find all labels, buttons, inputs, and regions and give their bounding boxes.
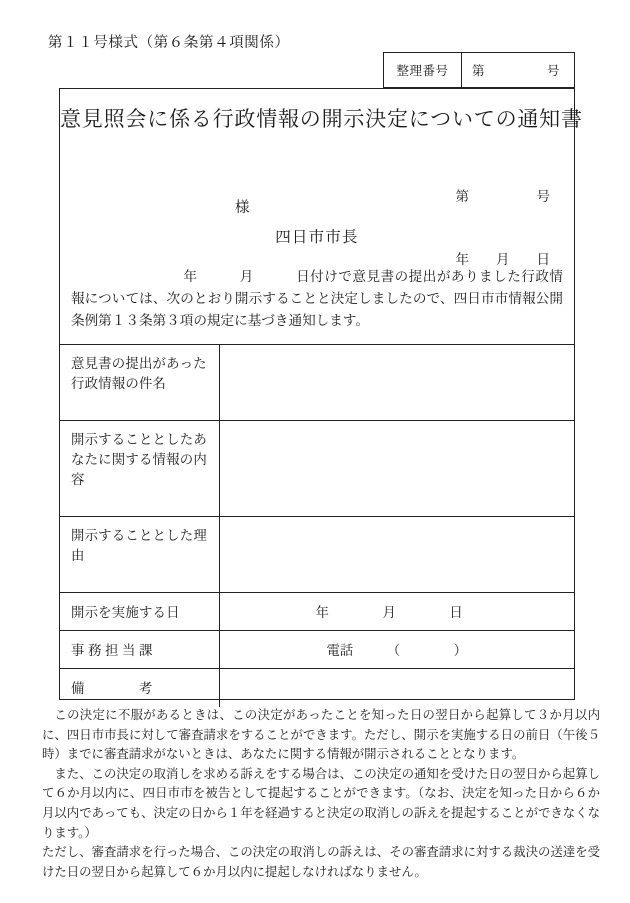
footer-notes <box>42 706 600 882</box>
row-value-remarks[interactable] <box>219 669 574 707</box>
value-text <box>220 345 575 362</box>
table-row <box>60 593 574 631</box>
document-number[interactable]: 第 号 <box>455 188 550 204</box>
value-text: 年 月 日 <box>315 605 463 620</box>
label-text: 開示を実施する日 <box>71 605 180 620</box>
label-text: 備 考 <box>71 681 156 697</box>
form-number-label: 第１１号様式（第６条第４項関係） <box>48 35 290 51</box>
row-value-disclosed-info[interactable] <box>219 421 574 517</box>
row-label-disclosure-date <box>60 593 219 631</box>
value-text <box>220 669 575 686</box>
page-title: 意見照会に係る行政情報の開示決定についての通知書 <box>60 107 583 131</box>
label-text: 開示することとした理由 <box>71 528 207 563</box>
detail-table <box>60 344 574 707</box>
row-value-subject-name[interactable] <box>219 345 574 421</box>
row-label-remarks <box>60 669 219 707</box>
table-row <box>60 517 574 593</box>
document-date[interactable]: 年 月 日 <box>455 251 550 267</box>
body-main-text: 日付けで意見書の提出がありました行政情報については、次のとおり開示することと決定しましたので、四日市市情報公開条例第１３条第３項の規定に基づき通知します。 <box>71 269 564 329</box>
addressee-line[interactable]: 様 <box>235 200 250 216</box>
row-label-disclosed-info <box>60 421 219 517</box>
row-value-reason[interactable] <box>219 517 574 593</box>
label-text: 事務担当課 <box>71 643 156 658</box>
row-value-department[interactable] <box>219 631 574 669</box>
row-value-disclosure-date[interactable] <box>219 593 574 631</box>
value-text <box>220 517 575 534</box>
reference-number-field[interactable]: 第 号 <box>472 64 560 78</box>
value-text: 電話 （ ） <box>326 643 468 658</box>
body-date-blank[interactable]: 年 月 <box>183 269 297 284</box>
row-label-subject-name <box>60 345 219 421</box>
row-label-department <box>60 631 219 669</box>
reference-number-box <box>383 52 575 88</box>
note-paragraph-1: この決定に不服があるときは、この決定があったことを知った日の翌日から起算して３か月以内に、四日市市長に対して審査請求をすることができます。ただし、開示を実施する日の前日（午後５時）までに審査請求がないときは、あなたに関する情報が開示されることとなります。 <box>42 708 600 762</box>
row-label-reason <box>60 517 219 593</box>
table-row <box>60 669 574 707</box>
table-row <box>60 631 574 669</box>
note-paragraph-3: ただし、審査請求を行った場合、この決定の取消しの訴えは、その審査請求に対する裁決の送達を受けた日の翌日から起算して６か月以内に提起しなければなりません。 <box>42 845 600 879</box>
reference-number-label: 整理番号 <box>384 53 462 87</box>
body-paragraph <box>71 266 563 332</box>
value-text <box>220 421 575 438</box>
label-text: 意見書の提出があった行政情報の件名 <box>71 356 207 391</box>
label-text: 開示することとしたあなたに関する情報の内容 <box>71 432 207 487</box>
note-paragraph-2: また、この決定の取消しを求める訴えをする場合は、この決定の通知を受けた日の翌日から起算して６か月以内に、四日市市を被告として提起することができます。（なお、決定を知った日から６か月以内であっても、決定の日から１年を経過すると決定の取消しの訴えを提起することができなくなります。） <box>42 766 600 840</box>
table-row <box>60 421 574 517</box>
notification-frame <box>59 88 583 700</box>
table-row <box>60 345 574 421</box>
issuer-name: 四日市市長 <box>275 229 359 246</box>
